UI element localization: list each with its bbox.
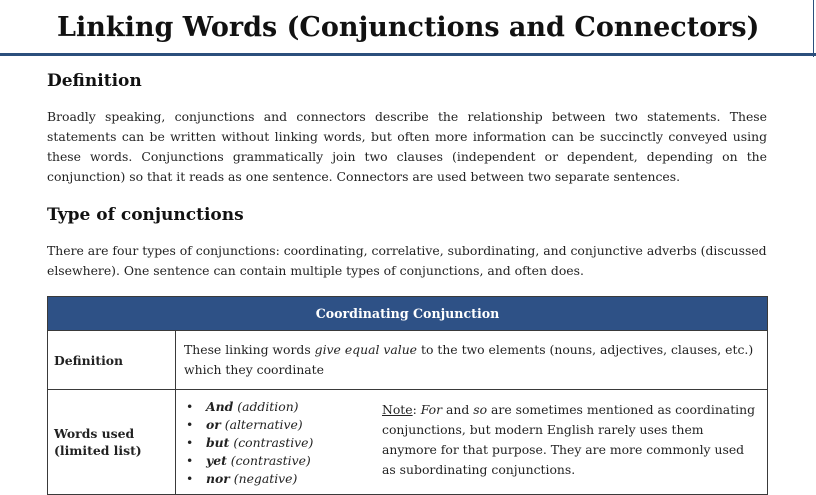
types-paragraph: There are four types of conjunctions: coordinating, correlative, subordinating, and conjunctive adverbs (discussed elsewhere). One sentence can contain multiple types of conjunctions, and often does. <box>47 243 767 278</box>
definition-label: Definition <box>48 331 176 390</box>
conjunction-note: (addition) <box>237 399 299 414</box>
usage-note <box>378 390 767 494</box>
title-underline <box>0 53 816 56</box>
table-row <box>48 390 768 495</box>
title-right-border <box>813 0 814 57</box>
words-used-label <box>48 390 176 495</box>
bullet-icon: • <box>186 435 194 450</box>
title-banner <box>0 0 816 57</box>
list-item <box>186 470 378 488</box>
words-used-label-line1: Words used <box>54 426 135 441</box>
page-title: Linking Words (Conjunctions and Connectors) <box>57 12 760 43</box>
conjunction-note: (alternative) <box>224 417 303 432</box>
conjunction-word: or <box>206 417 221 432</box>
list-item <box>186 398 378 416</box>
table-header: Coordinating Conjunction <box>48 297 768 331</box>
bullet-icon: • <box>186 471 194 486</box>
definition-paragraph: Broadly speaking, conjunctions and connectors describe the relationship between two statements. These statements can be written without linking words, but often more information can be succinctly conveyed using these words. Conjunctions grammatically join two clauses (independent or dependent, depending on the conjunction) so that it reads as one sentence. Connectors are used between two separate sentences. <box>47 109 767 184</box>
words-used-cell <box>176 390 768 495</box>
types-heading: Type of conjunctions <box>47 205 244 225</box>
note-colon: : <box>412 402 421 417</box>
table-row <box>48 331 768 390</box>
definition-emphasis: give equal value <box>314 342 418 357</box>
note-text: are sometimes mentioned as coordinating conjunctions, but modern English rarely uses them anymore for that purpose. They are more commonly used as subordinating conjunctions. <box>382 402 756 477</box>
list-item <box>186 434 378 452</box>
conjunction-word: yet <box>206 453 227 468</box>
list-item <box>186 452 378 470</box>
conjunction-note: (negative) <box>233 471 298 486</box>
note-word-so: so <box>473 402 488 417</box>
bullet-icon: • <box>186 417 194 432</box>
bullet-icon: • <box>186 399 194 414</box>
table-header-row <box>48 297 768 331</box>
note-label: Note <box>382 402 413 417</box>
conjunction-note: (contrastive) <box>230 453 311 468</box>
definition-text-start: These linking words <box>184 342 315 357</box>
conjunction-word-list <box>176 390 378 494</box>
bullet-icon: • <box>186 453 194 468</box>
words-used-label-line2: (limited list) <box>54 443 142 458</box>
conjunction-note: (contrastive) <box>233 435 314 450</box>
coordinating-conjunction-table <box>47 296 768 495</box>
definition-text-end: to the two elements (nouns, adjectives, clauses, etc.) which they coordinate <box>184 342 754 377</box>
definition-cell <box>176 331 768 390</box>
note-word-for: For <box>420 402 443 417</box>
list-item <box>186 416 378 434</box>
conjunction-word: And <box>206 399 234 414</box>
conjunction-word: nor <box>206 471 230 486</box>
definition-heading: Definition <box>47 71 142 91</box>
note-and: and <box>442 402 474 417</box>
conjunction-word: but <box>206 435 230 450</box>
